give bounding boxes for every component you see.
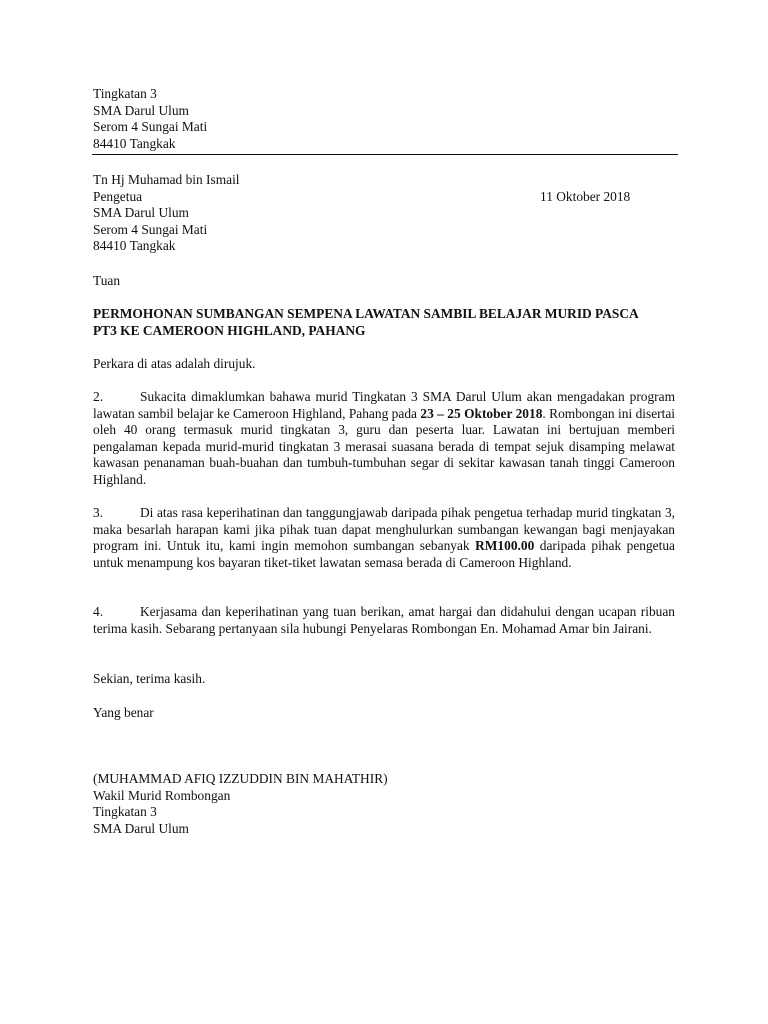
subject-line: PT3 KE CAMEROON HIGHLAND, PAHANG bbox=[93, 322, 366, 338]
closing bbox=[93, 671, 205, 688]
paragraph-text: . Rombongan ini disertai oleh 40 orang termasuk murid tingkatan 3, guru dan peserta luar. Lawatan ini bertujuan memberi pengalaman kepada murid-murid tingkatan 3 merasai suasana berada di tempat sejuk disamping melawat kawasan penanaman buah-buahan dan tumbuh-tumbuhan segar di sekitar kawasan tanah tinggi Cameroon Highland. bbox=[93, 405, 676, 487]
recipient-address-line: 84410 Tangkak bbox=[93, 238, 176, 254]
paragraph-text: Di atas rasa keperihatinan dan tanggungjawab daripada pihak pengetua terhadap murid tingkatan 3, maka besarlah harapan kami jika pihak tuan dapat menghulurkan sumbangan kewangan bagi menjayakan program ini. Untuk itu, kami ingin memohon sumbangan sebanyak bbox=[93, 505, 675, 554]
paragraph-number: 4. bbox=[93, 604, 104, 619]
salutation-text: Tuan bbox=[93, 273, 121, 288]
paragraph-number: 2. bbox=[93, 389, 104, 404]
recipient-school: SMA Darul Ulum bbox=[93, 205, 189, 221]
recipient-address bbox=[93, 172, 240, 255]
sender-line: 84410 Tangkak bbox=[93, 135, 176, 151]
signatory-block bbox=[93, 771, 388, 837]
sender-line: Tingkatan 3 bbox=[93, 86, 157, 101]
closing-text: Sekian, terima kasih. bbox=[93, 671, 206, 686]
paragraph-text: Sukacita dimaklumkan bahawa murid Tingkatan 3 SMA Darul Ulum akan mengadakan program lawatan sambil belajar ke Cameroon Highland, Pahang pada bbox=[93, 389, 675, 421]
signatory-role: Wakil Murid Rombongan bbox=[93, 787, 231, 803]
event-dates: 23 – 25 Oktober 2018 bbox=[420, 405, 543, 421]
sender-address bbox=[93, 86, 207, 152]
paragraph-3 bbox=[93, 505, 675, 571]
subject-heading bbox=[93, 306, 683, 339]
signatory-name: (MUHAMMAD AFIQ IZZUDDIN BIN MAHATHIR) bbox=[93, 771, 388, 786]
intro-paragraph bbox=[93, 356, 256, 373]
subject-line: PERMOHONAN SUMBANGAN SEMPENA LAWATAN SAMBIL BELAJAR MURID PASCA bbox=[93, 306, 639, 321]
paragraph-2 bbox=[93, 389, 675, 489]
recipient-name: Tn Hj Muhamad bin Ismail bbox=[93, 172, 240, 187]
paragraph-text: daripada pihak pengetua untuk menampung kos bayaran tiket-tiket lawatan semasa berada di Cameroon Highland. bbox=[93, 538, 675, 570]
recipient-position: Pengetua bbox=[93, 188, 143, 204]
header-divider bbox=[92, 154, 678, 155]
sign-off bbox=[93, 705, 154, 722]
donation-amount: RM100.00 bbox=[475, 538, 535, 554]
paragraph-4 bbox=[93, 604, 675, 637]
salutation bbox=[93, 273, 120, 290]
sender-line: Serom 4 Sungai Mati bbox=[93, 119, 208, 135]
paragraph-text: Kerjasama dan keperihatinan yang tuan berikan, amat hargai dan didahului dengan ucapan ribuan terima kasih. Sebarang pertanyaan sila hubungi Penyelaras Rombongan En. Mohamad Amar bin Jairani. bbox=[93, 604, 675, 636]
signatory-school: SMA Darul Ulum bbox=[93, 820, 189, 836]
letter-date: 11 Oktober 2018 bbox=[540, 189, 631, 204]
sender-line: SMA Darul Ulum bbox=[93, 102, 189, 118]
paragraph-number: 3. bbox=[93, 505, 104, 520]
signatory-class: Tingkatan 3 bbox=[93, 804, 157, 820]
intro-text: Perkara di atas adalah dirujuk. bbox=[93, 356, 256, 371]
sign-off-text: Yang benar bbox=[93, 705, 154, 720]
recipient-address-line: Serom 4 Sungai Mati bbox=[93, 221, 208, 237]
